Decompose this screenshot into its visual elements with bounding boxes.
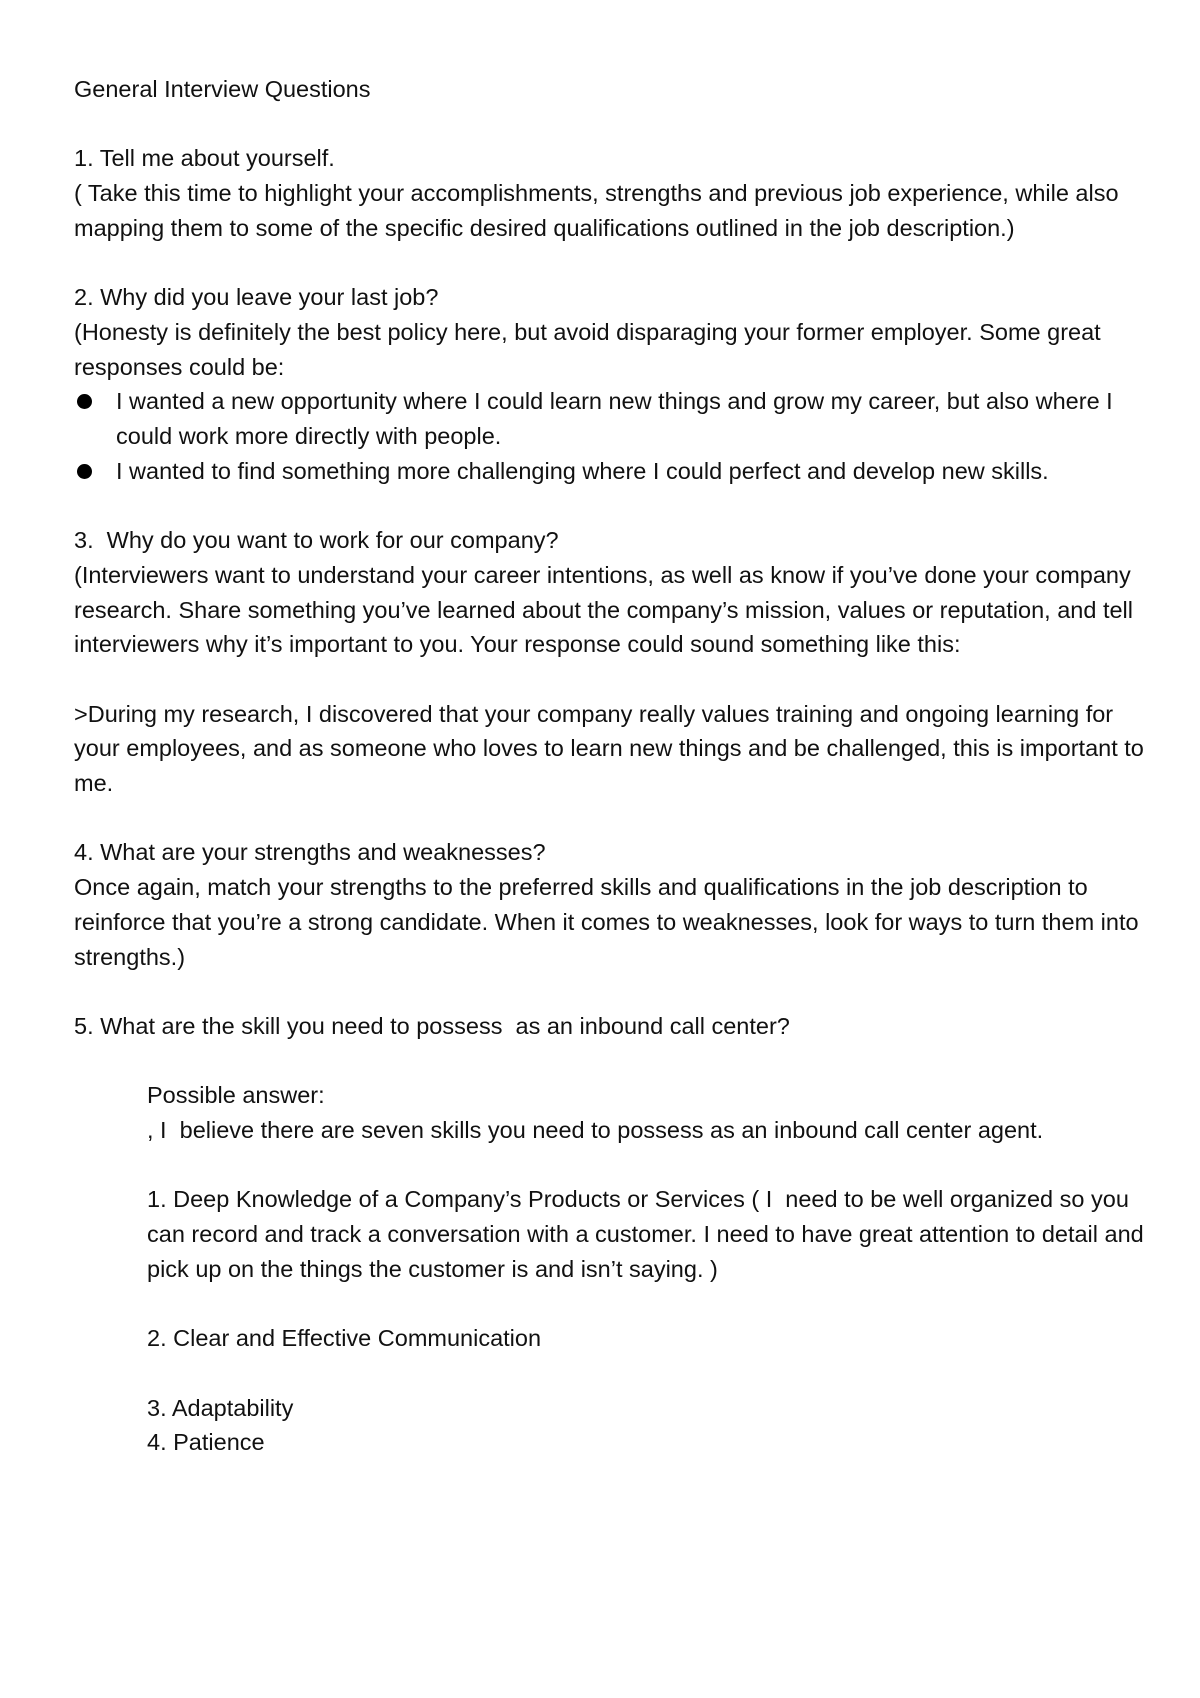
spacer [74, 107, 1154, 142]
skill-item: 3. Adaptability [147, 1394, 294, 1421]
spacer [74, 974, 1154, 1009]
question-4-note: Once again, match your strengths to the preferred skills and qualifications in the job description to reinforce that you’re a strong candidate. When it comes to weaknesses, look for ways to turn them into strengths.) [74, 874, 1146, 970]
spacer [147, 1148, 1154, 1183]
question-4: 4. What are your strengths and weaknesses? [74, 839, 546, 866]
question-3-example: >During my research, I discovered that your company really values training and ongoing learning for your employees, and as someone who loves to learn new things and be challenged, this is important to me. [74, 700, 1151, 796]
question-1-note: ( Take this time to highlight your accomplishments, strengths and previous job experience, while also mapping them to some of the specific desired qualifications outlined in the job description.) [74, 180, 1126, 241]
question-5-answer-block [74, 1078, 1154, 1460]
list-item [74, 454, 1154, 489]
question-2: 2. Why did you leave your last job? [74, 284, 439, 311]
question-5: 5. What are the skill you need to possess as an inbound call center? [74, 1012, 790, 1039]
bullet-text: I wanted to find something more challenging where I could perfect and develop new skills. [116, 457, 1049, 484]
spacer [147, 1356, 1154, 1391]
question-2-note: (Honesty is definitely the best policy here, but avoid disparaging your former employer. Some great responses could be: [74, 318, 1108, 380]
answer-intro: , I believe there are seven skills you need to possess as an inbound call center agent. [147, 1116, 1044, 1143]
bullet-icon [77, 464, 92, 479]
question-3: 3. Why do you want to work for our company? [74, 527, 559, 554]
spacer [74, 662, 1154, 697]
document-title: General Interview Questions [74, 76, 371, 102]
document-page [74, 72, 1154, 1460]
question-1: 1. Tell me about yourself. [74, 145, 335, 172]
question-2-bullet-list [74, 384, 1154, 488]
skill-item: 1. Deep Knowledge of a Company’s Products or Services ( I need to be well organized so you can record and track a conversation with a customer. I need to have great attention to detail and pick up on the things the customer is and isn’t saying. ) [147, 1186, 1151, 1282]
list-item [74, 384, 1154, 453]
question-3-note: (Interviewers want to understand your career intentions, as well as know if you’ve done your company research. Share something you’ve learned about the company’s mission, values or reputation, and tell interviewers why it’s important to you. Your response could sound something like this: [74, 561, 1140, 658]
skill-item: 2. Clear and Effective Communication [147, 1325, 542, 1352]
skill-item: 4. Patience [147, 1429, 265, 1456]
spacer [74, 246, 1154, 281]
spacer [74, 488, 1154, 523]
spacer [74, 1044, 1154, 1079]
answer-label: Possible answer: [147, 1082, 325, 1109]
bullet-text: I wanted a new opportunity where I could learn new things and grow my career, but also where I could work more directly with people. [116, 388, 1113, 449]
bullet-icon [77, 394, 92, 409]
spacer [147, 1286, 1154, 1321]
spacer [74, 801, 1154, 836]
